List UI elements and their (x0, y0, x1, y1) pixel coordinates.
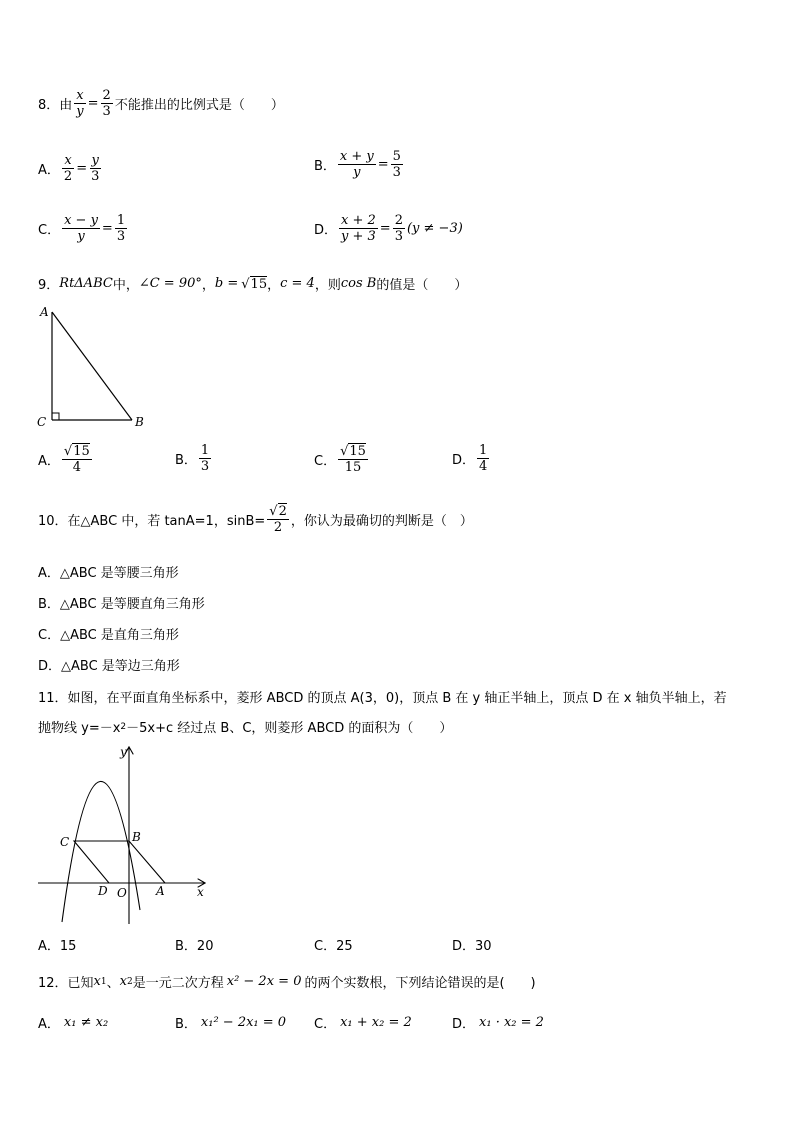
question-text: 10．在△ABC 中，若 tanA=1，sinB= (38, 513, 266, 529)
option-text: C．△ABC 是直角三角形 (38, 628, 179, 643)
q8-option-b[interactable] (314, 149, 405, 180)
point-label-d: D (98, 884, 108, 898)
q8-option-c[interactable] (38, 213, 129, 244)
q11-option-d[interactable] (452, 935, 492, 954)
option-text: D．30 (452, 939, 492, 954)
q8-option-d[interactable] (314, 213, 463, 244)
option-label: A． (38, 453, 60, 469)
fraction: $\frac{√15}{15}$ (340, 444, 366, 475)
equals-sign: = (377, 157, 389, 172)
question-number: 12．已知 (38, 976, 94, 991)
fraction: $\frac{1}{4}$ (479, 443, 488, 474)
q11-option-a[interactable] (38, 935, 76, 954)
parabola (62, 781, 140, 922)
rhombus-abcd (74, 841, 165, 883)
b-value-label: b = (214, 276, 239, 291)
separator: ， (201, 278, 215, 293)
q10-option-c[interactable] (38, 624, 179, 643)
question-text: 11．如图，在平面直角坐标系中，菱形 ABCD 的顶点 A(3，0)，顶点 B 在 y 轴正半轴上，顶点 D 在 x 轴负半轴上，若 (38, 691, 727, 706)
fraction: $\frac{x}{2}$ (63, 153, 73, 184)
question-text: ，你认为最确切的判断是（ ） (290, 513, 473, 529)
option-label: A． (38, 1017, 60, 1032)
equals-sign: = (101, 221, 113, 236)
option-text: A．△ABC 是等腰三角形 (38, 566, 179, 581)
condition-lhs-fraction: $\frac{x}{y}$ (76, 88, 84, 119)
text: 的值是（ ） (376, 278, 468, 293)
option-text: D．△ABC 是等边三角形 (38, 659, 180, 674)
option-label: D． (452, 453, 476, 468)
equation: x² − 2x = 0 (226, 974, 302, 989)
q11-option-c[interactable] (314, 935, 353, 954)
option-label: D． (314, 223, 338, 238)
q12-option-d[interactable] (452, 1013, 544, 1032)
side-ab (52, 312, 132, 420)
option-expression: x₁ + x₂ = 2 (340, 1015, 412, 1030)
subscript: 1 (100, 976, 107, 987)
rhombus-parabola-figure (36, 742, 216, 927)
axis-label-y: y (120, 745, 127, 759)
q9-option-a[interactable] (38, 443, 94, 475)
q10-option-a[interactable] (38, 562, 179, 581)
fraction: $\frac{x + 2}{y + 3}$ (341, 213, 376, 244)
q9-option-c[interactable] (314, 443, 370, 475)
triangle-name: RtΔABC (59, 276, 113, 291)
question-11-line-1 (38, 687, 727, 706)
fraction: $\frac{x + y}{y}$ (339, 149, 374, 180)
option-expression: x₁ · x₂ = 2 (479, 1015, 544, 1030)
question-10-stem (38, 503, 473, 535)
question-text: －5x+c 经过点 B、C，则菱形 ABCD 的面积为（ ） (126, 721, 453, 736)
sinb-fraction: $\frac{√2}{2}$ (269, 504, 287, 535)
question-11-line-2 (38, 717, 452, 736)
option-expression: x₁ ≠ x₂ (63, 1015, 109, 1030)
option-label: D． (452, 1017, 476, 1032)
separator: ， (267, 278, 281, 293)
q12-option-c[interactable] (314, 1013, 412, 1032)
right-triangle-figure (34, 300, 154, 432)
vertex-label-a: A (40, 305, 49, 319)
q10-option-b[interactable] (38, 593, 205, 612)
point-label-c: C (60, 835, 70, 849)
option-text: C．25 (314, 939, 353, 954)
condition-note: (y ≠ −3) (406, 221, 463, 236)
q11-option-b[interactable] (175, 935, 213, 954)
subscript: 2 (126, 976, 133, 987)
equals-sign: = (76, 161, 88, 176)
variable-x2: x (119, 974, 127, 989)
exponent: 2 (120, 721, 127, 732)
option-label: B． (314, 159, 336, 174)
angle-condition: ∠C = 90° (138, 276, 202, 291)
cos-b: cos B (340, 276, 377, 291)
question-number: 8．由 (38, 98, 73, 113)
fraction: $\frac{√15}{4}$ (63, 444, 90, 475)
separator: 、 (106, 976, 120, 991)
axis-label-x: x (197, 885, 204, 899)
option-label: B． (175, 1017, 197, 1032)
c-value: c = 4 (280, 276, 315, 291)
fraction: $\frac{2}{3}$ (394, 213, 403, 244)
fraction: $\frac{x - y}{y}$ (64, 213, 98, 244)
sqrt-expression: √15 (241, 276, 268, 292)
point-label-a: A (156, 884, 165, 898)
question-text: 不能推出的比例式是（ ） (114, 98, 284, 113)
q9-option-d[interactable] (452, 443, 491, 474)
question-12-stem (38, 972, 536, 991)
equals-sign: = (87, 96, 99, 111)
condition-rhs-fraction: $\frac{2}{3}$ (102, 88, 111, 119)
fraction: $\frac{1}{3}$ (200, 443, 210, 474)
option-expression: x₁² − 2x₁ = 0 (200, 1015, 287, 1030)
vertex-label-b: B (135, 415, 144, 429)
variable-x1: x (93, 974, 101, 989)
text: 的两个实数根，下列结论错误的是( ) (304, 976, 536, 991)
option-text: A．15 (38, 939, 77, 954)
q8-option-a[interactable] (38, 153, 103, 184)
fraction: $\frac{1}{3}$ (116, 213, 126, 244)
option-label: C． (314, 453, 337, 469)
fraction: $\frac{5}{3}$ (392, 149, 401, 180)
point-label-b: B (132, 830, 141, 844)
option-text: B．△ABC 是等腰直角三角形 (38, 597, 205, 612)
option-label: C． (38, 223, 61, 238)
q12-option-a[interactable] (38, 1013, 108, 1032)
origin-label: O (117, 886, 127, 900)
vertex-label-c: C (37, 415, 47, 429)
option-label: C． (314, 1017, 337, 1032)
option-text: B．20 (175, 939, 214, 954)
q12-option-b[interactable] (175, 1013, 286, 1032)
equals-sign: = (379, 221, 391, 236)
question-number: 9． (38, 278, 60, 293)
text: 是一元二次方程 (132, 976, 224, 991)
option-label: B． (175, 453, 197, 468)
option-label: A． (38, 163, 60, 178)
right-angle-mark (52, 413, 59, 420)
question-8-stem (38, 88, 284, 119)
fraction: $\frac{y}{3}$ (91, 153, 100, 184)
question-9-stem (38, 274, 467, 293)
q10-option-d[interactable] (38, 655, 180, 674)
text: ，则 (314, 278, 341, 293)
text: 中， (112, 278, 139, 293)
question-text: 抛物线 y=－x (38, 721, 121, 736)
q9-option-b[interactable] (175, 443, 213, 474)
